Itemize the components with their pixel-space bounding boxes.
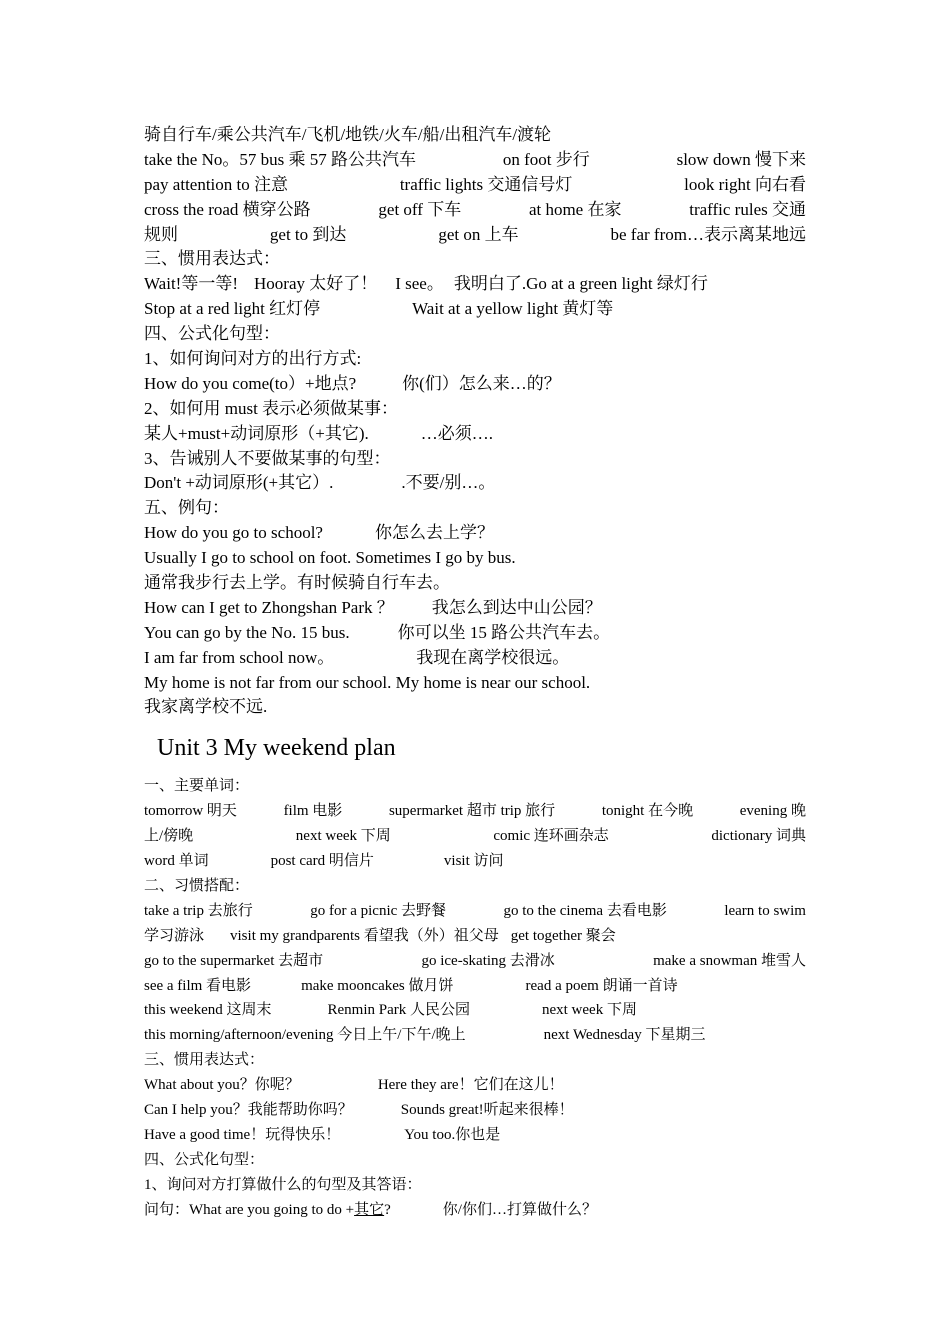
text-segment: learn to swim [724, 902, 806, 919]
text-segment: Renmin Park 人民公园 [327, 1002, 470, 1019]
text-segment: go to the cinema 去看电影 [503, 902, 667, 919]
text-segment: tomorrow 明天 [144, 803, 237, 820]
text-segment: How do you go to school? [144, 523, 323, 543]
unit-title: Unit 3 My weekend plan [157, 735, 396, 762]
text-line [144, 198, 806, 223]
text-line: 3、告诫别人不要做某事的句型： [144, 448, 391, 468]
text-line [144, 1123, 806, 1148]
text-segment: pay attention to 注意 [144, 174, 289, 194]
text-segment: 你可以坐 15 路公共汽车去。 [397, 622, 611, 642]
text-line [144, 372, 806, 397]
text-segment: 学习游泳 [144, 927, 205, 944]
text-segment: cross the road 横穿公路 [144, 199, 311, 219]
text-segment: go ice-skating 去滑冰 [421, 952, 555, 969]
text-line [144, 471, 806, 496]
text-segment: tonight 在今晚 [601, 803, 694, 820]
text-line [144, 223, 806, 248]
text-segment: I am far from school now。 [144, 647, 335, 667]
text-segment: make a snowman 堆雪人 [653, 952, 806, 969]
text-segment: comic 连环画杂志 [493, 828, 609, 845]
text-line: 我家离学校不远. [144, 697, 268, 717]
text-segment: 你/你们…打算做什么？ [442, 1201, 597, 1218]
text-line [144, 974, 806, 999]
text-segment: Don't +动词原形(+其它）. [144, 473, 334, 493]
text-segment: dictionary 词典 [711, 828, 806, 845]
text-line [144, 646, 806, 671]
text-segment: evening 晚 [739, 803, 806, 820]
text-segment: next Wednesday 下星期三 [543, 1027, 706, 1044]
text-segment: 你怎么去上学？ [374, 523, 494, 543]
text-line [144, 1198, 806, 1223]
text-line: 三、惯用表达式： [144, 249, 280, 269]
text-line [144, 272, 806, 297]
text-segment: …必须…. [420, 423, 493, 443]
text-line [144, 173, 806, 198]
text-segment: 你(们）怎么来…的？ [402, 373, 561, 393]
text-line [144, 621, 806, 646]
text-segment: film 电影 [283, 803, 343, 820]
text-line [144, 422, 806, 447]
text-segment: this weekend 这周末 [144, 1002, 272, 1019]
text-line [144, 824, 806, 849]
text-line: 2、如何用 must 表示必须做某事： [144, 398, 399, 418]
text-segment: visit my grandparents 看望我（外）祖父母 [230, 927, 499, 944]
text-segment: get to 到达 [269, 224, 347, 244]
unit3-section [144, 774, 806, 1222]
text-segment: word 单词 [144, 853, 209, 870]
text-segment: 某人+must+动词原形（+其它). [144, 423, 369, 443]
text-segment: Wait at a yellow light 黄灯等 [412, 299, 614, 319]
text-line [144, 1073, 806, 1098]
text-segment: 我现在离学校很远。 [416, 647, 570, 667]
text-segment: next week 下周 [541, 1002, 637, 1019]
text-line [144, 849, 806, 874]
text-segment: get off 下车 [378, 199, 462, 219]
text-line [144, 998, 806, 1023]
text-line [144, 799, 806, 824]
text-segment: How can I get to Zhongshan Park ？ [144, 597, 394, 617]
text-segment: at home 在家 [528, 199, 622, 219]
text-line: 1、询问对方打算做什么的句型及其答语： [144, 1176, 422, 1193]
text-line [144, 1098, 806, 1123]
text-line [144, 596, 806, 621]
document-page [144, 123, 806, 1222]
text-segment: post card 明信片 [270, 853, 374, 870]
text-segment: Stop at a red light 红灯停 [144, 299, 321, 319]
text-segment: be far from…表示离某地远 [610, 224, 806, 244]
text-line [144, 297, 806, 322]
text-segment: 问句：What are you going to do + [144, 1201, 355, 1218]
text-segment: Hooray 太好了！ [254, 274, 378, 294]
text-segment: go for a picnic 去野餐 [310, 902, 447, 919]
text-segment: I see。 [395, 274, 444, 294]
text-line: 一、主要单词： [144, 778, 250, 795]
text-segment: .不要/别…。 [401, 473, 496, 493]
text-segment: You too.你也是 [404, 1126, 501, 1143]
text-segment: get on 上车 [438, 224, 519, 244]
text-segment: What about you？你呢？ [144, 1077, 300, 1094]
text-segment: 我怎么到达中山公园？ [431, 597, 602, 617]
text-segment: Have a good time！玩得快乐！ [144, 1126, 341, 1143]
text-line [144, 899, 806, 924]
text-segment: You can go by the No. 15 bus. [144, 622, 350, 642]
text-segment: make mooncakes 做月饼 [301, 977, 454, 994]
text-segment: ? [384, 1201, 391, 1218]
text-segment: go to the supermarket 去超市 [144, 952, 324, 969]
text-line [144, 1023, 806, 1048]
text-line [144, 949, 806, 974]
text-line: 二、习惯搭配： [144, 877, 250, 894]
text-segment: read a poem 朗诵一首诗 [525, 977, 678, 994]
text-segment: Can I help you？我能帮助你吗？ [144, 1101, 353, 1118]
text-line: 四、公式化句型： [144, 324, 280, 344]
text-segment: see a film 看电影 [144, 977, 252, 994]
text-segment: take the No。57 bus 乘 57 路公共汽车 [144, 149, 416, 169]
text-line: 五、例句： [144, 498, 229, 518]
text-segment: get together 聚会 [510, 927, 616, 944]
text-segment: this morning/afternoon/evening 今日上午/下午/晚上 [144, 1027, 466, 1044]
text-segment: on foot 步行 [502, 149, 590, 169]
text-segment: slow down 慢下来 [676, 149, 806, 169]
text-line: My home is not far from our school. My home is near our school. [144, 672, 591, 692]
text-segment: Here they are！它们在这儿！ [377, 1077, 564, 1094]
text-line [144, 521, 806, 546]
text-line [144, 148, 806, 173]
text-segment: 上/傍晚 [144, 828, 194, 845]
text-segment: next week 下周 [295, 828, 391, 845]
text-line [144, 924, 806, 949]
underlined-text: 其它 [354, 1201, 385, 1218]
text-line: 骑自行车/乘公共汽车/飞机/地铁/火车/船/出租汽车/渡轮 [144, 125, 552, 144]
text-segment: Sounds great!听起来很棒！ [400, 1101, 574, 1118]
text-line: 四、公式化句型： [144, 1151, 265, 1168]
text-segment: traffic lights 交通信号灯 [399, 174, 573, 194]
text-line: 三、惯用表达式： [144, 1052, 265, 1069]
text-segment: take a trip 去旅行 [144, 902, 253, 919]
unit2-section [144, 123, 806, 720]
text-segment: Wait!等一等! [144, 274, 238, 294]
text-segment: How do you come(to）+地点? [144, 373, 357, 393]
text-line: Usually I go to school on foot. Sometimes I go by bus. [144, 548, 516, 568]
text-segment: supermarket 超市 trip 旅行 [388, 803, 556, 820]
text-segment: 规则 [144, 224, 178, 244]
text-segment: 我明白了.Go at a green light 绿灯行 [453, 274, 708, 294]
text-segment: visit 访问 [443, 853, 504, 870]
text-line: 1、如何询问对方的出行方式: [144, 349, 362, 369]
text-line: 通常我步行去上学。有时候骑自行车去。 [144, 573, 450, 593]
text-segment: look right 向右看 [684, 174, 806, 194]
text-segment: traffic rules 交通 [689, 199, 806, 219]
